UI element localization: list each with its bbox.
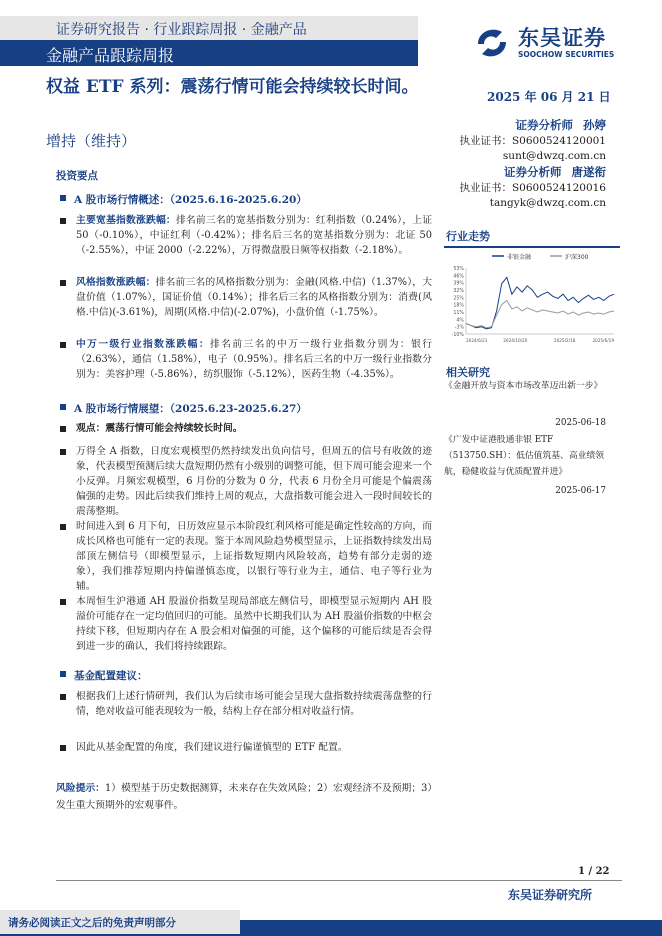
bullet-label: 观点：	[76, 423, 106, 434]
breadcrumb-bar	[0, 16, 418, 40]
analyst-email[interactable]: tangyk@dwzq.com.cn	[489, 197, 606, 209]
disclaimer-box	[0, 910, 240, 934]
breadcrumb: 证券研究报告 · 行业跟踪周报 · 金融产品	[56, 22, 307, 38]
paragraph-3: 本周恒生沪港通 AH 股溢价指数呈现局部底左侧信号，即模型显示短期内 AH 股溢价可能存在一定均值回归的可能。虽然中长期我们认为 AH 股溢价指数的中枢会持续下移，但短期内存在 A 股会相对偏强的可能，这个偏移的可能后续是否会得到进一步的确认，我们将持续跟踪。	[60, 594, 432, 654]
y-tick-label: 4%	[456, 318, 464, 324]
analyst-title: 证券分析师	[503, 165, 562, 179]
bullet-style-index	[60, 275, 432, 320]
analyst-1	[459, 118, 606, 164]
rating: 增持（维持）	[46, 132, 137, 150]
analyst-name: 唐遂衔	[571, 165, 606, 179]
y-tick-label: 46%	[453, 274, 464, 280]
risk-warning	[56, 780, 436, 814]
y-tick-label: -3%	[454, 325, 464, 331]
analyst-title: 证券分析师	[515, 118, 573, 132]
x-tick-label: 2025/2/18	[553, 338, 576, 343]
x-tick-label: 2024/6/21	[466, 338, 488, 343]
series-line-1	[466, 277, 614, 328]
bullet-text: 排名前三名的宽基指数分别为：红利指数（0.24%），上证 50（-0.10%），中证红利（-0.42%）；排名后三名的宽基指数分别为：北证 50（-2.55%），中证 2000（-2.22%），万得微盘股日频等权指数（-2.18%）。	[76, 215, 432, 256]
y-tick-label: 11%	[453, 311, 464, 316]
cert-label: 执业证书：	[459, 182, 512, 194]
bullet-industry-index	[60, 337, 432, 382]
section-title: 金融产品跟踪周报	[46, 46, 175, 65]
logo-subtext: SOOCHOW SECURITIES	[518, 50, 615, 59]
legend-label-2: 沪深300	[565, 254, 589, 261]
footer-institute: 东吴证券研究所	[508, 888, 593, 902]
paragraph-2: 时间进入到 6 月下旬，日历效应显示本阶段红利风格可能是确定性较高的方向，而成长风格也可能有一定的表现。鉴于本周风险趋势模型显示，上证指数持续发出局部顶左侧信号（即模型显示，上证指数短期内风险较高，趋势有部分走弱的迹象），我们推荐短期内持偏谨慎态度，以银行等行业为主，通信、电子等行业为辅。	[60, 519, 432, 594]
cert-number: S0600524120016	[511, 182, 606, 194]
series-line-2	[466, 301, 614, 328]
paragraph-5: 因此从基金配置的角度，我们建议进行偏谨慎型的 ETF 配置。	[60, 740, 432, 755]
analyst-email[interactable]: sunt@dwzq.com.cn	[502, 150, 606, 162]
bullet-label: 主要宽基指数涨跌幅：	[76, 215, 176, 226]
related-item[interactable]: 《广发中证港股通非银 ETF（513750.SH）：低估值筑基、高业绩领航，稳健收益与优质配置并进》	[444, 435, 605, 477]
trend-heading: 行业走势	[446, 230, 490, 243]
bullet-text: 排名前三名的中万一级行业指数分别为：银行（2.63%），通信（1.58%），电子（0.95%）。排名后三名的中万一级行业指数分别为：美容护理（-5.86%），纺织服饰（-5.12%），医药生物（-4.35%）。	[76, 339, 433, 380]
page-number: 1 / 22	[578, 866, 610, 877]
risk-label: 风险提示：	[56, 783, 105, 794]
logo-icon	[472, 24, 512, 62]
related-heading: 相关研究	[446, 366, 490, 379]
trend-chart	[444, 250, 620, 346]
y-tick-label: 25%	[453, 296, 464, 302]
bullet-text: 排名前三名的风格指数分别为：金融(风格.中信)（1.37%），大盘价值（1.07%），国证价值（0.14%）；排名后三名的风格指数分别为：消费(风格.中信)(-3.61%)，周期(风格.中信)(-2.07%)，小盘价值（-1.75%）。	[76, 277, 433, 318]
section-heading: A 股市场行情展望：（2025.6.23-2025.6.27）	[60, 401, 307, 416]
logo	[472, 22, 622, 64]
report-date: 2025 年 06 月 21 日	[487, 90, 611, 104]
legend-label-1: 非银金融	[507, 254, 532, 261]
cert-label: 执业证书：	[459, 135, 512, 147]
bullet-view	[60, 421, 432, 436]
related-item[interactable]: 《金融开放与资本市场改革迈出新一步》	[444, 381, 603, 391]
y-tick-label: 32%	[453, 289, 464, 294]
risk-text: 1）模型基于历史数据测算，未来存在失效风险；2）宏观经济不及预期；3）发生重大预期外的宏观事件。	[56, 783, 433, 811]
footer-divider	[56, 880, 622, 881]
related-date: 2025-06-18	[555, 418, 606, 428]
y-tick-label: -10%	[451, 333, 464, 338]
bullet-broad-index	[60, 213, 432, 258]
analyst-name: 孙婷	[583, 118, 606, 132]
cert-number: S0600524120001	[511, 135, 606, 147]
paragraph-1: 万得全 A 指数，日度宏观模型仍然持续发出负向信号，但周五的信号有收敛的迹象，代表模型预测后续大盘短期仍然有小级别的调整可能，但下周可能会迎来一个小反弹。月频宏观模型，6 月份的分数为 0 分，代表 6 月份全月可能是个偏震荡偏强的走势。因此后续我们维持上周的观点，大盘指数可能会进入一段时间较长的震荡整期。	[60, 444, 432, 519]
y-tick-label: 39%	[453, 281, 464, 287]
section-bar	[0, 40, 418, 66]
page-title: 权益 ETF 系列：震荡行情可能会持续较长时间。	[46, 77, 419, 97]
disclaimer: 请务必阅读正文之后的免责声明部分	[8, 917, 176, 929]
related-date: 2025-06-17	[555, 486, 606, 496]
bullet-label: 中万一级行业指数涨跌幅：	[76, 339, 211, 350]
y-tick-label: 18%	[453, 303, 464, 309]
logo-text: 东吴证券	[518, 26, 606, 50]
key-points-heading: 投资要点	[56, 170, 98, 182]
y-tick-label: 53%	[453, 267, 464, 272]
section-heading: 基金配置建议：	[60, 668, 148, 683]
section-heading: A 股市场行情概述：（2025.6.16-2025.6.20）	[60, 192, 307, 207]
paragraph-4: 根据我们上述行情研判，我们认为后续市场可能会呈现大盘指数持续震荡盘整的行情，绝对收益可能表现较为一般，结构上存在部分相对收益行情。	[60, 689, 432, 719]
bullet-text: 震荡行情可能会持续较长时间。	[105, 423, 243, 434]
divider	[444, 246, 620, 248]
x-tick-label: 2025/6/19	[592, 338, 614, 343]
analyst-2	[459, 165, 606, 211]
x-tick-label: 2024/10/20	[503, 338, 528, 343]
bullet-label: 风格指数涨跌幅：	[76, 277, 156, 288]
